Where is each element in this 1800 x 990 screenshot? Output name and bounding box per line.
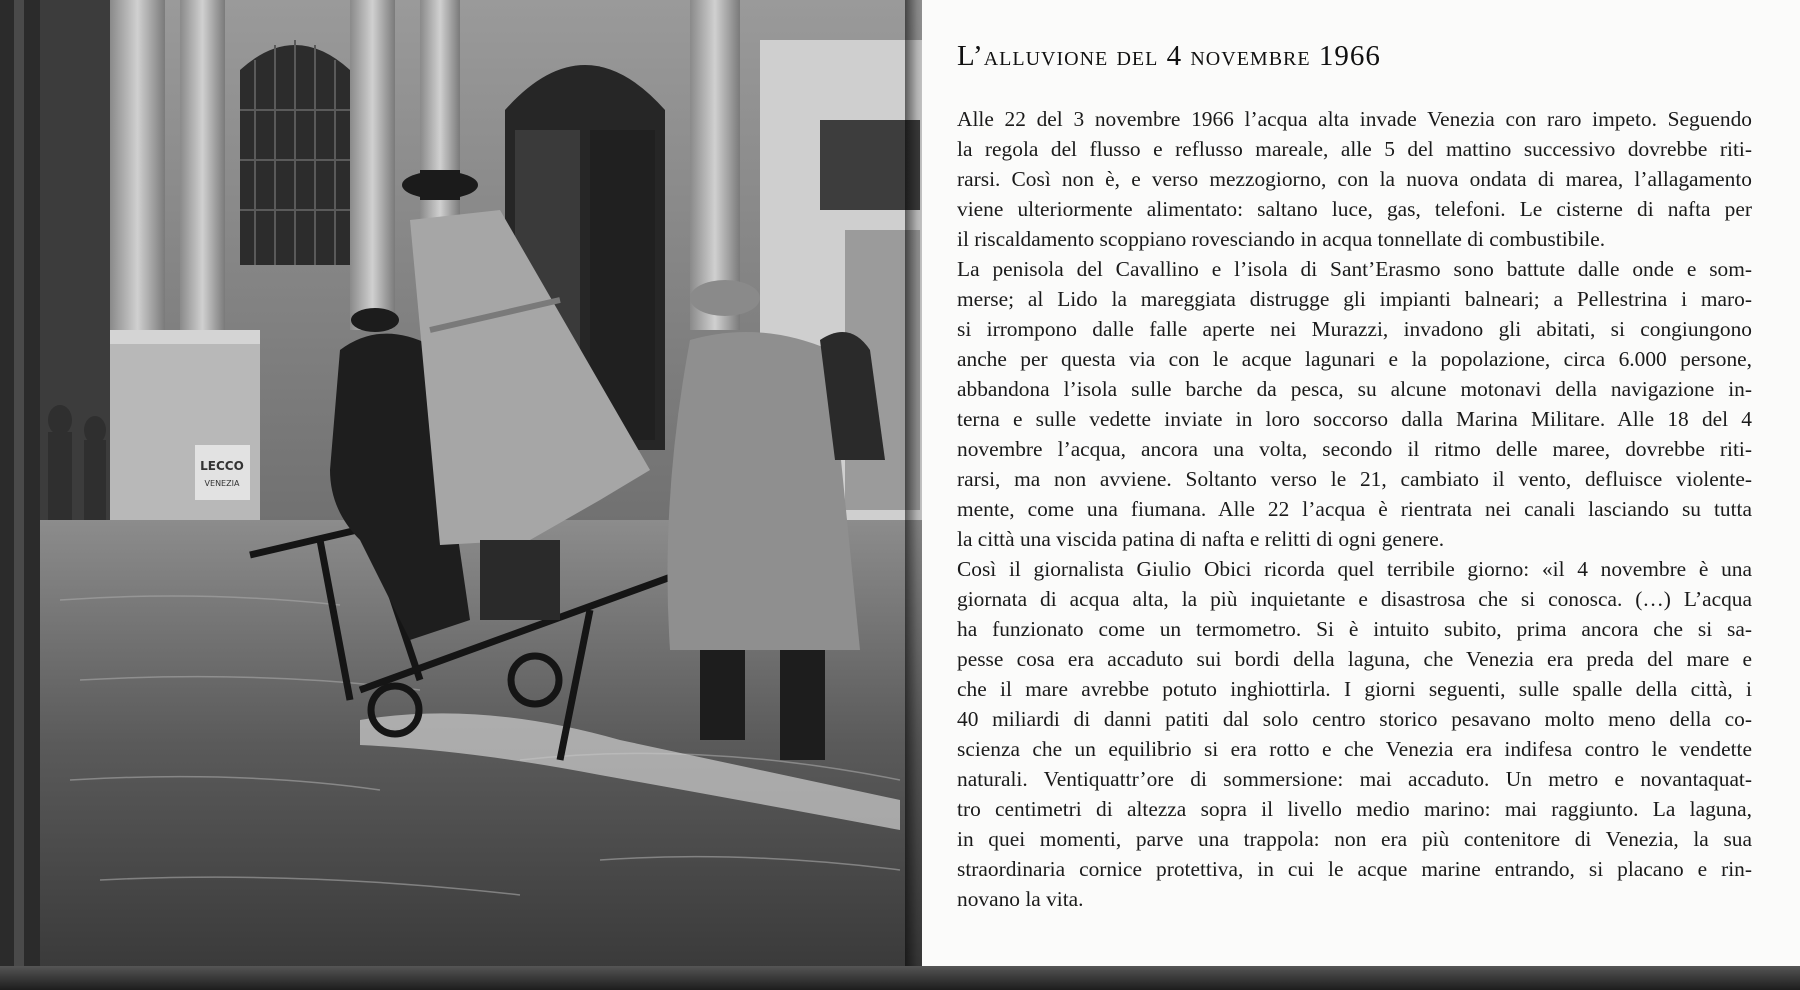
text-line: La penisola del Cavallino e l’isola di Sant’Erasmo sono battute dalle onde e som- — [957, 257, 1752, 281]
text-line: tro centimetri di altezza sopra il livello medio marino: mai raggiunto. La laguna, — [957, 797, 1752, 821]
text-line: rarsi. Così non è, e verso mezzogiorno, con la nuova ondata di marea, l’allagamento — [957, 167, 1752, 191]
text-line: la regola del flusso e reflusso mareale, alle 5 del mattino successivo dovrebbe riti- — [957, 137, 1752, 161]
text-line: anche per questa via con le acque lagunari e la popolazione, circa 6.000 persone, — [957, 347, 1752, 371]
text-line: giornata di acqua alta, la più inquietante e disastrosa che si conosca. (…) L’acqua — [957, 587, 1752, 611]
poster-sign-line2: VENEZIA — [204, 479, 240, 488]
text-line: Alle 22 del 3 novembre 1966 l’acqua alta invade Venezia con raro impeto. Seguendo — [957, 107, 1752, 131]
text-line: novano la vita. — [957, 887, 1084, 911]
text-line: novembre l’acqua, ancora una volta, secondo il ritmo delle maree, dovrebbe riti- — [957, 437, 1752, 461]
text-line: ha funzionato come un termometro. Si è intuito subito, prima ancora che si sa- — [957, 617, 1752, 641]
text-line: in quei momenti, parve una trappola: non era più contenitore di Venezia, la sua — [957, 827, 1752, 851]
book-bottom-edge — [0, 966, 1800, 990]
text-line: rarsi, ma non avviene. Soltanto verso le 21, cambiato il vento, defluisce violente- — [957, 467, 1752, 491]
text-line: la città una viscida patina di nafta e relitti di ogni genere. — [957, 527, 1445, 551]
text-line: che il mare avrebbe potuto inghiottirla. I giorni seguenti, sulle spalle della città, i — [957, 677, 1752, 701]
text-line: il riscaldamento scoppiano rovesciando in acqua tonnellate di combustibile. — [957, 227, 1606, 251]
text-line: naturali. Ventiquattr’ore di sommersione: mai accaduto. Un metro e novantaquat- — [957, 767, 1752, 791]
text-line: viene ulteriormente alimentato: saltano luce, gas, telefoni. Le cisterne di nafta per — [957, 197, 1752, 221]
text-line: pesse cosa era accaduto sui bordi della laguna, che Venezia era preda del mare e — [957, 647, 1752, 671]
text-line: scienza che un equilibrio si era rotto e che Venezia era indifesa contro le vendette — [957, 737, 1752, 761]
text-line: terna e sulle vedette inviate in loro soccorso dalla Marina Militare. Alle 18 del 4 — [957, 407, 1752, 431]
text-line: si irrompono dalle falle aperte nei Murazzi, invadono gli abitati, si congiungono — [957, 317, 1752, 341]
body-text — [957, 104, 1752, 914]
text-line: merse; al Lido la mareggiata distrugge gli impianti balneari; a Pellestrina i maro- — [957, 287, 1752, 311]
text-line: 40 miliardi di danni patiti dal solo centro storico pesavano molto meno della co- — [957, 707, 1752, 731]
text-line: straordinaria cornice protettiva, in cui le acque marine entrando, si placano e rin- — [957, 857, 1752, 881]
text-line: Così il giornalista Giulio Obici ricorda quel terribile giorno: «il 4 novembre è una — [957, 557, 1752, 581]
poster-sign-line1: LECCO — [200, 459, 244, 473]
text-line: mente, come una fiumana. Alle 22 l’acqua è rientrata nei canali lasciando su tutta — [957, 497, 1752, 521]
page-title: L’alluvione del 4 novembre 1966 — [957, 40, 1381, 72]
text-line: abbandona l’isola sulle barche da pesca, su alcune motonavi della navigazione in- — [957, 377, 1752, 401]
